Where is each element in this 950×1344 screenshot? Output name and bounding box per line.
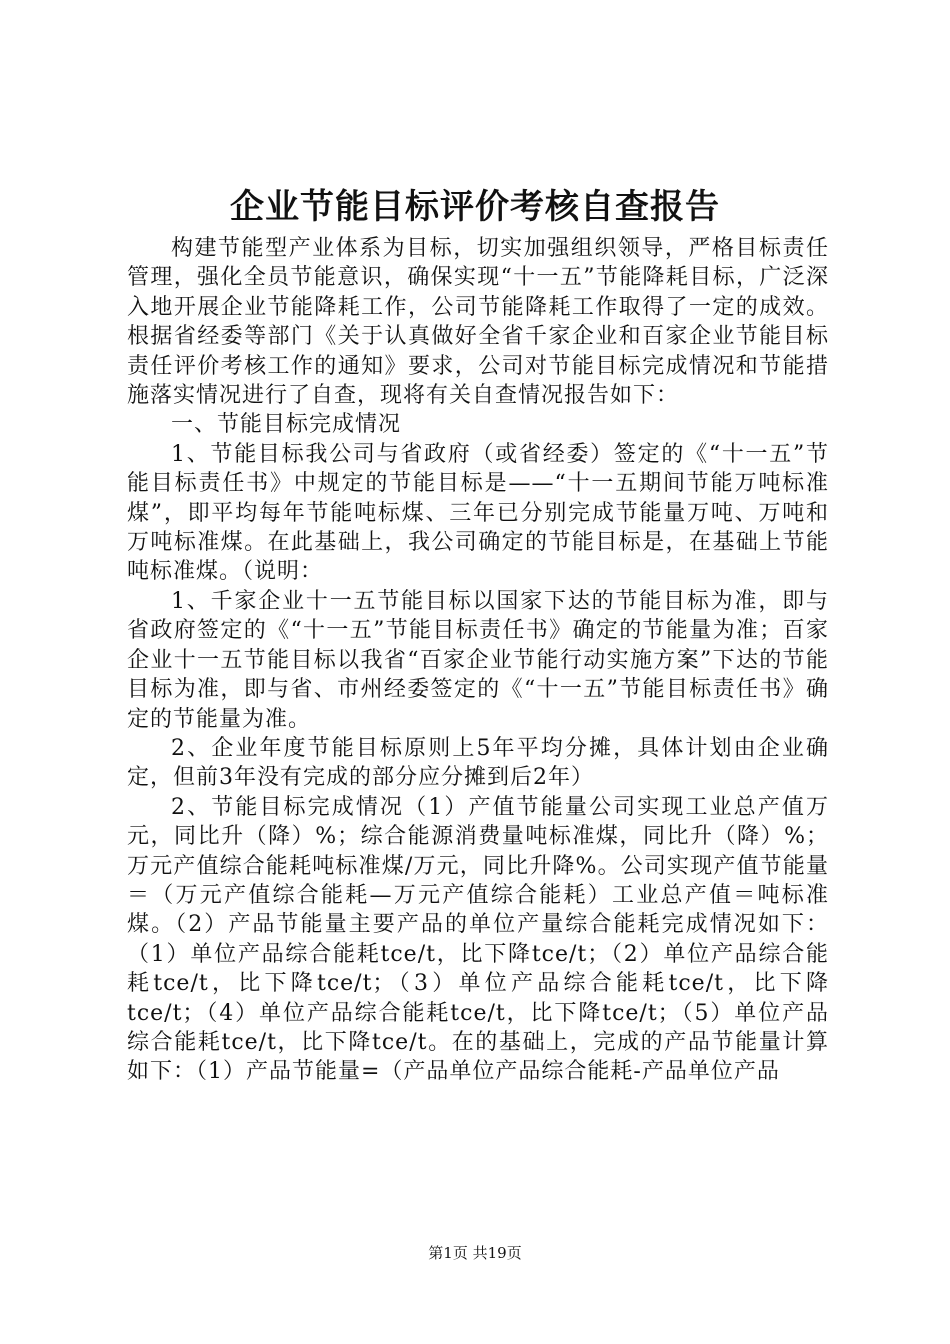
paragraph-target: 1、节能目标我公司与省政府（或省经委）签定的《“十一五”节能目标责任书》中规定的节能目标是——“十一五期间节能万吨标准煤”，即平均每年节能吨标煤、三年已分别完成节能量万吨、万吨和万吨标准煤。在此基础上，我公司确定的节能目标是，在基础上节能吨标准煤。（说明： [127, 441, 829, 585]
document-title: 企业节能目标评价考核自查报告 [230, 187, 720, 227]
paragraph-intro: 构建节能型产业体系为目标，切实加强组织领导，严格目标责任管理，强化全员节能意识，确保实现“十一五”节能降耗目标，广泛深入地开展企业节能降耗工作，公司节能降耗工作取得了一定的成效。根据省经委等部门《关于认真做好全省千家企业和百家企业节能目标责任评价考核工作的通知》要求，公司对节能目标完成情况和节能措施落实情况进行了自查，现将有关自查情况报告如下： [127, 236, 829, 409]
page-number-footer: 第1页 共19页 [428, 1244, 522, 1262]
document-body [127, 234, 829, 1087]
paragraph-note-2: 2、企业年度节能目标原则上5年平均分摊，具体计划由企业确定，但前3年没有完成的部分应分摊到后2年） [127, 735, 829, 791]
section-heading: 一、节能目标完成情况 [171, 412, 402, 438]
paragraph-note-1: 1、千家企业十一五节能目标以国家下达的节能目标为准，即与省政府签定的《“十一五”节能目标责任书》确定的节能量为准；百家企业十一五节能目标以我省“百家企业节能行动实施方案”下达的节能目标为准，即与省、市州经委签定的《“十一五”节能目标责任书》确定的节能量为准。 [127, 588, 829, 732]
paragraph-completion: 2、节能目标完成情况（1）产值节能量公司实现工业总产值万元，同比升（降）%；综合能源消费量吨标准煤，同比升（降）%；万元产值综合能耗吨标准煤/万元，同比升降%。公司实现产值节能量＝（万元产值综合能耗—万元产值综合能耗）工业总产值＝吨标准煤。（2）产品节能量主要产品的单位产量综合能耗完成情况如下：（1）单位产品综合能耗tce/t，比下降tce/t；（2）单位产品综合能耗tce/t，比下降tce/t；（3）单位产品综合能耗tce/t，比下降tce/t；（4）单位产品综合能耗tce/t，比下降tce/t；（5）单位产品综合能耗tce/t，比下降tce/t。在的基础上，完成的产品节能量计算如下：（1）产品节能量=（产品单位产品综合能耗-产品单位产品 [127, 794, 829, 1085]
